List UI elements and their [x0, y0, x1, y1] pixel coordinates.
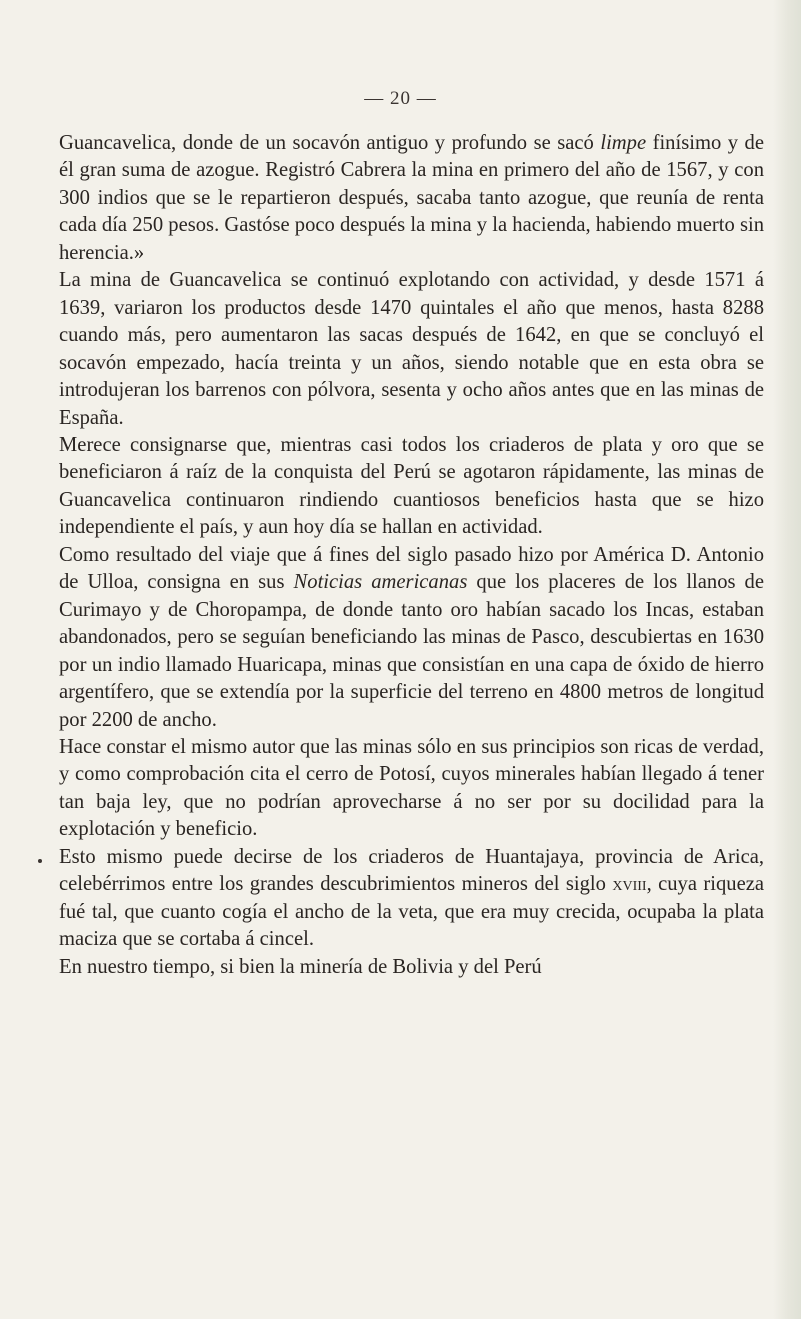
paragraph-1-italic: limpe	[600, 132, 647, 154]
paragraph-3	[59, 432, 764, 542]
page-edge-shadow	[773, 0, 801, 1319]
page-number: — 20 —	[364, 88, 437, 109]
paragraph-4-italic: Noticias americanas	[293, 571, 468, 594]
paragraph-4-text-b: que los placeres de los llanos de Curimayo y de Choropampa, de donde tanto oro habían sacado los Incas, estaban abandonados, pero se seguían beneficiando las minas de Pasco, descubiertas en 1630 por un indio llamado Huaricapa, minas que consistían en una capa de óxido de hierro argentífero, que se extendía por la superficie del terreno en 4800 metros de longitud por 2200 de ancho.	[59, 571, 764, 731]
paragraph-4-text-a: Como resultado del viaje que á fines del siglo pasado hizo por América D. Antonio de Ulloa, consigna en sus	[59, 543, 764, 594]
paragraph-7	[59, 954, 764, 981]
paragraph-4	[59, 542, 764, 734]
paragraph-1	[59, 130, 764, 267]
paragraph-6-smallcaps: xviii	[612, 873, 647, 896]
paragraph-2-text: La mina de Guancavelica se continuó explotando con actividad, y desde 1571 á 1639, variaron los productos desde 1470 quintales el año que menos, hasta 8288 cuando más, pero aumentaron las sacas después de 1642, en que se concluyó el socavón empezado, hacía treinta y un años, siendo notable que en esta obra se introdujeran los barrenos con pólvora, sesenta y ocho años antes que en las minas de España.	[59, 269, 764, 429]
paragraph-1-text-a: Guancavelica, donde de un socavón antiguo y profundo se sacó	[59, 132, 601, 154]
paragraph-1-text-b: finísimo y de él gran suma de azogue. Registró Cabrera la mina en primero del año de 1567, y con 300 indios que se le repartieron después, sacaba tanto azogue, que reunía de renta cada día 250 pesos. Gastóse poco después la mina y la hacienda, habiendo muerto sin herencia.»	[59, 132, 764, 264]
paragraph-6	[59, 844, 764, 954]
paragraph-7-text: En nuestro tiempo, si bien la minería de Bolivia y del Perú	[59, 955, 542, 978]
paragraph-5-text: Hace constar el mismo autor que las minas sólo en sus principios son ricas de verdad, y como comprobación cita el cerro de Potosí, cuyos minerales habían llegado á tener tan baja ley, que no podrían aprovecharse á no ser por su docilidad para la explotación y beneficio.	[59, 735, 764, 841]
paragraph-3-text: Merece consignarse que, mientras casi todos los criaderos de plata y oro que se beneficiaron á raíz de la conquista del Perú se agotaron rápidamente, las minas de Guancavelica continuaron rindiendo cuantiosos beneficios hasta que se hizo independiente el país, y aun hoy día se hallan en actividad.	[59, 433, 764, 539]
paragraph-6-text-a: Esto mismo puede decirse de los criaderos de Huantajaya, provincia de Arica, celebérrimos entre los grandes descubrimientos mineros del siglo	[59, 845, 764, 896]
print-speck	[38, 859, 42, 863]
body-text	[59, 130, 764, 981]
paragraph-2	[59, 267, 764, 432]
paragraph-5	[59, 734, 764, 844]
paragraph-6-text-b: , cuya riqueza fué tal, que cuanto cogía el ancho de la veta, que era muy crecida, ocupaba la plata maciza que se cortaba á cincel.	[59, 873, 764, 951]
